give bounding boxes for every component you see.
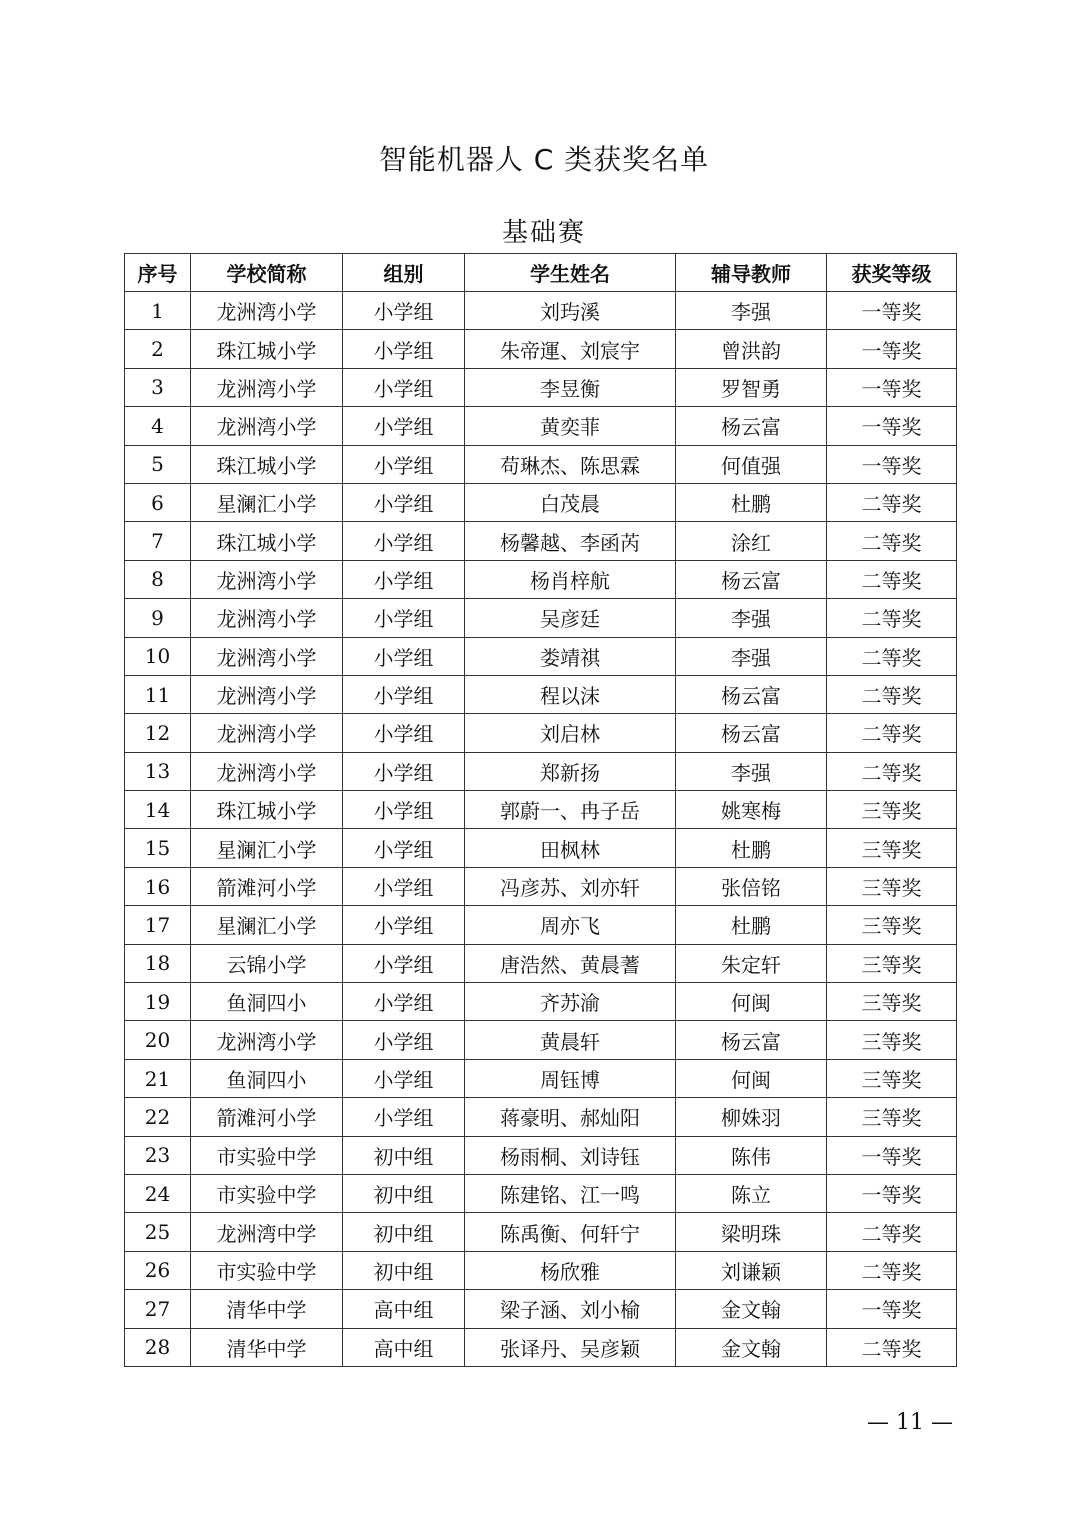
award-level-cell: 三等奖 bbox=[827, 867, 957, 905]
table-row bbox=[125, 368, 957, 406]
award-level-cell: 三等奖 bbox=[827, 829, 957, 867]
col-index-header: 序号 bbox=[125, 254, 191, 292]
teacher-name-cell: 杜鹏 bbox=[676, 483, 827, 521]
student-names-cell: 黄晨轩 bbox=[465, 1021, 676, 1059]
award-level-cell: 一等奖 bbox=[827, 1136, 957, 1174]
student-names-cell: 冯彦苏、刘亦轩 bbox=[465, 867, 676, 905]
award-level-cell: 二等奖 bbox=[827, 1328, 957, 1366]
school-name-cell: 清华中学 bbox=[191, 1328, 343, 1366]
col-students-header: 学生姓名 bbox=[465, 254, 676, 292]
student-names-cell: 白茂晨 bbox=[465, 483, 676, 521]
group-name-cell: 初中组 bbox=[343, 1213, 465, 1251]
teacher-name-cell: 李强 bbox=[676, 637, 827, 675]
group-name-cell: 小学组 bbox=[343, 599, 465, 637]
group-name-cell: 小学组 bbox=[343, 867, 465, 905]
row-index-cell: 4 bbox=[125, 407, 191, 445]
school-name-cell: 箭滩河小学 bbox=[191, 1098, 343, 1136]
row-index-cell: 9 bbox=[125, 599, 191, 637]
student-names-cell: 李昱衡 bbox=[465, 368, 676, 406]
row-index-cell: 18 bbox=[125, 944, 191, 982]
teacher-name-cell: 金文翰 bbox=[676, 1290, 827, 1328]
student-names-cell: 唐浩然、黄晨蓍 bbox=[465, 944, 676, 982]
row-index-cell: 20 bbox=[125, 1021, 191, 1059]
group-name-cell: 高中组 bbox=[343, 1290, 465, 1328]
student-names-cell: 杨雨桐、刘诗钰 bbox=[465, 1136, 676, 1174]
row-index-cell: 13 bbox=[125, 752, 191, 790]
group-name-cell: 小学组 bbox=[343, 906, 465, 944]
award-level-cell: 三等奖 bbox=[827, 1098, 957, 1136]
teacher-name-cell: 罗智勇 bbox=[676, 368, 827, 406]
group-name-cell: 小学组 bbox=[343, 330, 465, 368]
group-name-cell: 小学组 bbox=[343, 1059, 465, 1097]
teacher-name-cell: 张倍铭 bbox=[676, 867, 827, 905]
table-header-row bbox=[125, 254, 957, 292]
row-index-cell: 16 bbox=[125, 867, 191, 905]
row-index-cell: 15 bbox=[125, 829, 191, 867]
table-row bbox=[125, 829, 957, 867]
group-name-cell: 初中组 bbox=[343, 1174, 465, 1212]
award-level-cell: 二等奖 bbox=[827, 714, 957, 752]
award-level-cell: 二等奖 bbox=[827, 1213, 957, 1251]
school-name-cell: 珠江城小学 bbox=[191, 522, 343, 560]
table-row bbox=[125, 292, 957, 330]
school-name-cell: 珠江城小学 bbox=[191, 445, 343, 483]
group-name-cell: 小学组 bbox=[343, 1098, 465, 1136]
school-name-cell: 星澜汇小学 bbox=[191, 906, 343, 944]
award-level-cell: 一等奖 bbox=[827, 407, 957, 445]
teacher-name-cell: 陈立 bbox=[676, 1174, 827, 1212]
school-name-cell: 龙洲湾小学 bbox=[191, 599, 343, 637]
table-row bbox=[125, 752, 957, 790]
teacher-name-cell: 曾洪韵 bbox=[676, 330, 827, 368]
award-level-cell: 一等奖 bbox=[827, 368, 957, 406]
table-body bbox=[125, 292, 957, 1367]
student-names-cell: 朱帝運、刘宸宇 bbox=[465, 330, 676, 368]
teacher-name-cell: 何值强 bbox=[676, 445, 827, 483]
school-name-cell: 星澜汇小学 bbox=[191, 829, 343, 867]
table-row bbox=[125, 675, 957, 713]
award-level-cell: 三等奖 bbox=[827, 791, 957, 829]
group-name-cell: 小学组 bbox=[343, 522, 465, 560]
table-row bbox=[125, 330, 957, 368]
school-name-cell: 市实验中学 bbox=[191, 1174, 343, 1212]
award-level-cell: 一等奖 bbox=[827, 1174, 957, 1212]
page-number: — 11 — bbox=[867, 1410, 953, 1435]
row-index-cell: 10 bbox=[125, 637, 191, 675]
student-names-cell: 齐苏渝 bbox=[465, 983, 676, 1021]
student-names-cell: 陈禹衡、何轩宁 bbox=[465, 1213, 676, 1251]
award-level-cell: 三等奖 bbox=[827, 1021, 957, 1059]
award-level-cell: 三等奖 bbox=[827, 944, 957, 982]
teacher-name-cell: 金文翰 bbox=[676, 1328, 827, 1366]
student-names-cell: 刘玙溪 bbox=[465, 292, 676, 330]
school-name-cell: 鱼洞四小 bbox=[191, 1059, 343, 1097]
teacher-name-cell: 杨云富 bbox=[676, 1021, 827, 1059]
table-row bbox=[125, 791, 957, 829]
teacher-name-cell: 杨云富 bbox=[676, 714, 827, 752]
table-row bbox=[125, 1174, 957, 1212]
teacher-name-cell: 朱定轩 bbox=[676, 944, 827, 982]
table-row bbox=[125, 1059, 957, 1097]
award-level-cell: 二等奖 bbox=[827, 599, 957, 637]
row-index-cell: 11 bbox=[125, 675, 191, 713]
teacher-name-cell: 李强 bbox=[676, 292, 827, 330]
group-name-cell: 小学组 bbox=[343, 714, 465, 752]
school-name-cell: 清华中学 bbox=[191, 1290, 343, 1328]
row-index-cell: 3 bbox=[125, 368, 191, 406]
award-level-cell: 一等奖 bbox=[827, 1290, 957, 1328]
row-index-cell: 27 bbox=[125, 1290, 191, 1328]
row-index-cell: 21 bbox=[125, 1059, 191, 1097]
school-name-cell: 龙洲湾中学 bbox=[191, 1213, 343, 1251]
student-names-cell: 娄靖祺 bbox=[465, 637, 676, 675]
school-name-cell: 云锦小学 bbox=[191, 944, 343, 982]
group-name-cell: 小学组 bbox=[343, 368, 465, 406]
student-names-cell: 张译丹、吴彦颖 bbox=[465, 1328, 676, 1366]
student-names-cell: 刘启林 bbox=[465, 714, 676, 752]
col-teacher-header: 辅导教师 bbox=[676, 254, 827, 292]
page-title: 智能机器人 C 类获奖名单 bbox=[378, 143, 710, 176]
row-index-cell: 24 bbox=[125, 1174, 191, 1212]
school-name-cell: 星澜汇小学 bbox=[191, 483, 343, 521]
row-index-cell: 6 bbox=[125, 483, 191, 521]
school-name-cell: 珠江城小学 bbox=[191, 330, 343, 368]
group-name-cell: 小学组 bbox=[343, 983, 465, 1021]
table-row bbox=[125, 867, 957, 905]
row-index-cell: 5 bbox=[125, 445, 191, 483]
teacher-name-cell: 何闽 bbox=[676, 1059, 827, 1097]
student-names-cell: 吴彦廷 bbox=[465, 599, 676, 637]
teacher-name-cell: 杨云富 bbox=[676, 407, 827, 445]
col-award-header: 获奖等级 bbox=[827, 254, 957, 292]
school-name-cell: 箭滩河小学 bbox=[191, 867, 343, 905]
student-names-cell: 周钰博 bbox=[465, 1059, 676, 1097]
group-name-cell: 小学组 bbox=[343, 483, 465, 521]
table-row bbox=[125, 445, 957, 483]
group-name-cell: 小学组 bbox=[343, 445, 465, 483]
student-names-cell: 周亦飞 bbox=[465, 906, 676, 944]
student-names-cell: 杨欣雅 bbox=[465, 1251, 676, 1289]
row-index-cell: 28 bbox=[125, 1328, 191, 1366]
col-school-header: 学校简称 bbox=[191, 254, 343, 292]
group-name-cell: 小学组 bbox=[343, 791, 465, 829]
row-index-cell: 8 bbox=[125, 560, 191, 598]
teacher-name-cell: 何闽 bbox=[676, 983, 827, 1021]
school-name-cell: 龙洲湾小学 bbox=[191, 407, 343, 445]
student-names-cell: 杨馨越、李函芮 bbox=[465, 522, 676, 560]
group-name-cell: 小学组 bbox=[343, 1021, 465, 1059]
school-name-cell: 龙洲湾小学 bbox=[191, 675, 343, 713]
table-row bbox=[125, 407, 957, 445]
school-name-cell: 市实验中学 bbox=[191, 1136, 343, 1174]
award-table bbox=[124, 253, 957, 1367]
table-row bbox=[125, 714, 957, 752]
teacher-name-cell: 姚寒梅 bbox=[676, 791, 827, 829]
award-level-cell: 二等奖 bbox=[827, 560, 957, 598]
school-name-cell: 龙洲湾小学 bbox=[191, 560, 343, 598]
school-name-cell: 龙洲湾小学 bbox=[191, 752, 343, 790]
student-names-cell: 程以沫 bbox=[465, 675, 676, 713]
table-row bbox=[125, 983, 957, 1021]
school-name-cell: 市实验中学 bbox=[191, 1251, 343, 1289]
award-level-cell: 一等奖 bbox=[827, 292, 957, 330]
school-name-cell: 珠江城小学 bbox=[191, 791, 343, 829]
award-level-cell: 一等奖 bbox=[827, 445, 957, 483]
award-level-cell: 二等奖 bbox=[827, 1251, 957, 1289]
row-index-cell: 17 bbox=[125, 906, 191, 944]
row-index-cell: 7 bbox=[125, 522, 191, 560]
student-names-cell: 陈建铭、江一鸣 bbox=[465, 1174, 676, 1212]
row-index-cell: 14 bbox=[125, 791, 191, 829]
row-index-cell: 2 bbox=[125, 330, 191, 368]
teacher-name-cell: 柳姝羽 bbox=[676, 1098, 827, 1136]
teacher-name-cell: 梁明珠 bbox=[676, 1213, 827, 1251]
student-names-cell: 蒋豪明、郝灿阳 bbox=[465, 1098, 676, 1136]
group-name-cell: 小学组 bbox=[343, 637, 465, 675]
student-names-cell: 苟琳杰、陈思霖 bbox=[465, 445, 676, 483]
group-name-cell: 高中组 bbox=[343, 1328, 465, 1366]
row-index-cell: 23 bbox=[125, 1136, 191, 1174]
table-row bbox=[125, 560, 957, 598]
student-names-cell: 郑新扬 bbox=[465, 752, 676, 790]
school-name-cell: 龙洲湾小学 bbox=[191, 292, 343, 330]
student-names-cell: 杨肖梓航 bbox=[465, 560, 676, 598]
teacher-name-cell: 杜鹏 bbox=[676, 906, 827, 944]
teacher-name-cell: 涂红 bbox=[676, 522, 827, 560]
school-name-cell: 鱼洞四小 bbox=[191, 983, 343, 1021]
table-row bbox=[125, 522, 957, 560]
award-level-cell: 二等奖 bbox=[827, 675, 957, 713]
group-name-cell: 初中组 bbox=[343, 1136, 465, 1174]
row-index-cell: 26 bbox=[125, 1251, 191, 1289]
award-level-cell: 二等奖 bbox=[827, 637, 957, 675]
row-index-cell: 12 bbox=[125, 714, 191, 752]
table-row bbox=[125, 1213, 957, 1251]
group-name-cell: 小学组 bbox=[343, 752, 465, 790]
row-index-cell: 22 bbox=[125, 1098, 191, 1136]
teacher-name-cell: 李强 bbox=[676, 599, 827, 637]
table-row bbox=[125, 1021, 957, 1059]
school-name-cell: 龙洲湾小学 bbox=[191, 368, 343, 406]
table-row bbox=[125, 944, 957, 982]
group-name-cell: 初中组 bbox=[343, 1251, 465, 1289]
student-names-cell: 梁子涵、刘小榆 bbox=[465, 1290, 676, 1328]
group-name-cell: 小学组 bbox=[343, 560, 465, 598]
row-index-cell: 25 bbox=[125, 1213, 191, 1251]
student-names-cell: 黄奕菲 bbox=[465, 407, 676, 445]
teacher-name-cell: 陈伟 bbox=[676, 1136, 827, 1174]
table-row bbox=[125, 599, 957, 637]
table-row bbox=[125, 637, 957, 675]
section-title: 基础赛 bbox=[501, 218, 586, 248]
teacher-name-cell: 杨云富 bbox=[676, 560, 827, 598]
teacher-name-cell: 刘谦颖 bbox=[676, 1251, 827, 1289]
award-level-cell: 一等奖 bbox=[827, 330, 957, 368]
col-group-header: 组别 bbox=[343, 254, 465, 292]
school-name-cell: 龙洲湾小学 bbox=[191, 1021, 343, 1059]
award-level-cell: 二等奖 bbox=[827, 752, 957, 790]
table-row bbox=[125, 1328, 957, 1366]
table-row bbox=[125, 1251, 957, 1289]
row-index-cell: 19 bbox=[125, 983, 191, 1021]
group-name-cell: 小学组 bbox=[343, 944, 465, 982]
group-name-cell: 小学组 bbox=[343, 675, 465, 713]
teacher-name-cell: 李强 bbox=[676, 752, 827, 790]
table-row bbox=[125, 483, 957, 521]
student-names-cell: 郭蔚一、冉子岳 bbox=[465, 791, 676, 829]
row-index-cell: 1 bbox=[125, 292, 191, 330]
award-level-cell: 三等奖 bbox=[827, 906, 957, 944]
school-name-cell: 龙洲湾小学 bbox=[191, 637, 343, 675]
group-name-cell: 小学组 bbox=[343, 407, 465, 445]
award-level-cell: 二等奖 bbox=[827, 483, 957, 521]
award-level-cell: 三等奖 bbox=[827, 1059, 957, 1097]
student-names-cell: 田枫林 bbox=[465, 829, 676, 867]
teacher-name-cell: 杜鹏 bbox=[676, 829, 827, 867]
school-name-cell: 龙洲湾小学 bbox=[191, 714, 343, 752]
table-row bbox=[125, 1136, 957, 1174]
table-row bbox=[125, 1098, 957, 1136]
table-row bbox=[125, 1290, 957, 1328]
group-name-cell: 小学组 bbox=[343, 292, 465, 330]
table-row bbox=[125, 906, 957, 944]
award-level-cell: 三等奖 bbox=[827, 983, 957, 1021]
teacher-name-cell: 杨云富 bbox=[676, 675, 827, 713]
group-name-cell: 小学组 bbox=[343, 829, 465, 867]
award-level-cell: 二等奖 bbox=[827, 522, 957, 560]
